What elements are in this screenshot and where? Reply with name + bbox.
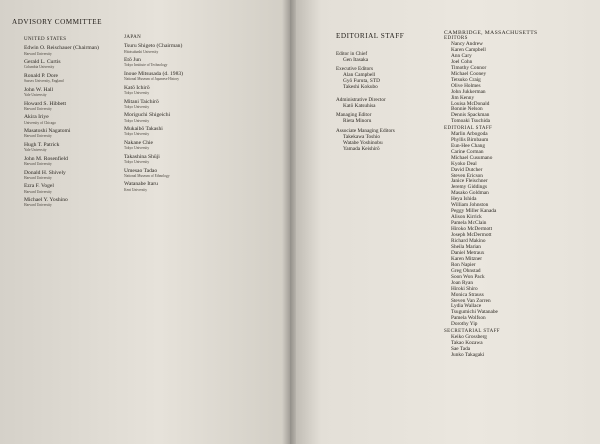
- staff-name: Nancy Andrew: [451, 41, 483, 47]
- member-name: John W. Hall: [24, 86, 54, 93]
- staff-name: Hiroki Shiro: [451, 285, 478, 292]
- cambridge-heading: CAMBRIDGE, MASSACHUSETTS: [444, 29, 538, 36]
- committee-member: [124, 99, 274, 109]
- name-list: [444, 42, 594, 125]
- member-affiliation: Tokyo University: [124, 159, 150, 164]
- staff-name: Louisa McDonald: [451, 100, 490, 107]
- committee-member: [24, 197, 119, 207]
- member-name: Mukaibō Takashi: [124, 126, 163, 133]
- staff-name: Phyllis Birnbaum: [451, 136, 489, 143]
- staff-name: Karen Mitzner: [451, 255, 483, 262]
- member-name: Etō Jun: [124, 57, 141, 64]
- japan-heading: JAPAN: [124, 35, 142, 40]
- member-affiliation: Harvard University: [24, 106, 52, 111]
- member-affiliation: Harvard University: [24, 203, 52, 208]
- staff-name: Richard Makino: [451, 238, 486, 244]
- committee-member: [24, 87, 119, 97]
- member-name: Donald H. Shively: [24, 169, 66, 176]
- staff-name: Tomoaki Tsuchida: [451, 118, 491, 125]
- staff-name: Michael Cooney: [451, 70, 487, 77]
- member-name: Ronald P. Dore: [24, 72, 59, 79]
- staff-name: Junko Takagaki: [451, 351, 485, 358]
- editorial-role-group: [336, 66, 456, 90]
- member-affiliation: Harvard University: [24, 175, 52, 180]
- member-name: Takashina Shūji: [124, 153, 160, 160]
- committee-member: [124, 57, 274, 67]
- member-affiliation: Harvard University: [24, 51, 52, 56]
- member-affiliation: Harvard University: [24, 189, 52, 194]
- member-affiliation: Harvard University: [24, 134, 52, 139]
- member-name: Gerald L. Curtis: [24, 59, 61, 66]
- staff-name: Katō Katsuhisa: [343, 103, 376, 110]
- role-title: Managing Editor: [336, 112, 372, 119]
- staff-name: Ann Cary: [451, 52, 472, 59]
- member-name: Akira Iriye: [24, 114, 49, 121]
- staff-name: John Jukkerman: [451, 88, 486, 95]
- member-affiliation: Hitotsubashi University: [124, 49, 159, 54]
- staff-name: Jim Kenny: [451, 94, 475, 101]
- member-affiliation: Tokyo University: [124, 118, 150, 123]
- staff-name: Yamada Keishirō: [343, 145, 380, 152]
- staff-name: Marlin Arbogoda: [451, 130, 488, 137]
- staff-name: Pamela Wolfson: [451, 315, 486, 322]
- staff-name: Daniel Metraux: [451, 249, 485, 256]
- committee-member: [24, 114, 119, 124]
- staff-name: Sae Tada: [451, 345, 471, 352]
- member-name: Inoue Mitsusada (d. 1983): [124, 70, 184, 77]
- member-name: Nakane Chie: [124, 139, 154, 146]
- member-name: John M. Rosenfield: [24, 155, 68, 162]
- staff-name: Janice Fleischner: [451, 178, 488, 185]
- staff-name: Ron Napier: [451, 261, 476, 268]
- name-list: [444, 132, 594, 328]
- staff-name: Joel Cohn: [451, 58, 473, 65]
- staff-name: Michael Cusumano: [451, 154, 493, 161]
- member-affiliation: Yale University: [24, 148, 47, 153]
- member-affiliation: Columbia University: [24, 65, 55, 70]
- staff-name: Lydia Wallace: [451, 303, 482, 310]
- staff-name: Heya Ishida: [451, 196, 477, 203]
- staff-name: Takekawa Toshio: [343, 133, 380, 140]
- staff-name: David Dutcher: [451, 166, 483, 173]
- staff-name: Gen Itasaka: [343, 57, 369, 63]
- member-affiliation: Tokyo University: [124, 104, 150, 109]
- staff-name: Takeshi Kokubo: [343, 84, 378, 91]
- member-name: Moriguchi Shigeichi: [124, 112, 171, 119]
- editorial-role-group: [336, 97, 456, 109]
- editorial-role-group: [336, 128, 456, 152]
- committee-member: [24, 183, 119, 193]
- committee-member: [124, 85, 274, 95]
- member-affiliation: Tokyo Institute of Technology: [124, 63, 168, 68]
- member-affiliation: Tokyo University: [124, 132, 150, 137]
- staff-name: Joan Ryan: [451, 279, 474, 286]
- member-affiliation: National Museum of Japanese History: [124, 77, 180, 82]
- member-name: Masatoshi Nagatomi: [24, 128, 71, 135]
- book-gutter-shadow: [282, 0, 296, 444]
- editorial-staff-heading: EDITORIAL STAFF: [336, 32, 405, 40]
- staff-name: Gyō Furuta, STD: [343, 78, 380, 85]
- staff-name: Peggy Miller Kanada: [451, 208, 497, 215]
- staff-name: Kyoko Deal: [451, 160, 477, 167]
- member-name: Hugh T. Patrick: [24, 141, 60, 148]
- editorial-staff-subheading: EDITORIAL STAFF: [444, 125, 493, 131]
- staff-name: Olive Holmes: [451, 82, 481, 89]
- member-affiliation: University of Chicago: [24, 120, 56, 125]
- staff-name: Carine Corman: [451, 148, 484, 155]
- staff-name: Jeremy Giddings: [451, 184, 488, 191]
- committee-member: [124, 112, 274, 122]
- japan-members-column: [124, 35, 274, 192]
- member-name: Edwin O. Reischauer (Chairman): [24, 45, 99, 52]
- staff-name: Karen Campbell: [451, 46, 486, 53]
- staff-name: Greg Ohnstad: [451, 267, 481, 274]
- member-affiliation: Harvard University: [24, 161, 52, 166]
- member-affiliation: Tokyo University: [124, 146, 150, 151]
- staff-name: Alan Campbell: [343, 72, 376, 79]
- staff-name: Sheila Marian: [451, 243, 481, 250]
- role-title: Executive Editors: [336, 66, 374, 73]
- staff-name: Tsugumichi Watanabe: [451, 309, 498, 316]
- staff-name: Bonnie Nelson: [451, 106, 483, 113]
- editorial-role-group: [336, 51, 456, 63]
- staff-name: Eun-Hee Chang: [451, 142, 485, 149]
- committee-member: [124, 168, 274, 178]
- staff-name: Alison Kirrick: [451, 214, 482, 221]
- role-title: Associate Managing Editors: [336, 127, 395, 134]
- member-name: Tsuru Shigeto (Chairman): [124, 43, 183, 50]
- staff-name: Hiroko McDermott: [451, 226, 493, 233]
- committee-member: [24, 101, 119, 111]
- editorial-staff-column: [336, 32, 456, 152]
- right-page: [290, 0, 600, 444]
- committee-member: [24, 73, 119, 83]
- committee-member: [24, 45, 119, 55]
- member-affiliation: National Museum of Ethnology: [124, 173, 170, 178]
- committee-member: [124, 43, 274, 53]
- member-name: Howard S. Hibbett: [24, 100, 67, 107]
- member-name: Katō Ichirō: [124, 84, 150, 91]
- member-affiliation: Kent University: [124, 187, 148, 192]
- member-affiliation: Yale University: [24, 92, 47, 97]
- staff-name: Soon Won Pack: [451, 273, 485, 280]
- committee-member: [24, 170, 119, 180]
- staff-name: Steven Van Zorren: [451, 297, 491, 304]
- staff-name: Monica Strauss: [451, 291, 484, 298]
- staff-name: Keiko Grossberg: [451, 333, 487, 340]
- cambridge-column: [444, 29, 594, 359]
- member-affiliation: Sussex University, England: [24, 79, 64, 84]
- committee-member: [24, 59, 119, 69]
- advisory-committee-heading: ADVISORY COMMITTEE: [12, 18, 102, 26]
- committee-member: [24, 156, 119, 166]
- left-page: [0, 0, 290, 444]
- member-name: Mitani Taichirō: [124, 98, 159, 105]
- advisory-committee-section: [12, 18, 102, 26]
- staff-name: Timothy Connor: [451, 64, 487, 71]
- staff-name: Steven Ericson: [451, 172, 483, 179]
- editors-heading: EDITORS: [444, 36, 468, 41]
- role-title: Editor in Chief: [336, 51, 368, 57]
- role-title: Administrative Director: [336, 97, 386, 104]
- committee-member: [124, 140, 274, 150]
- us-heading: UNITED STATES: [24, 37, 67, 42]
- staff-name: William Johnston: [451, 202, 489, 209]
- staff-name: Dennis Spackman: [451, 112, 490, 119]
- staff-name: Tetsuko Craig: [451, 76, 481, 83]
- staff-name: Rieta Minoru: [343, 118, 372, 125]
- committee-member: [124, 154, 274, 164]
- member-name: Watanabe Itaru: [124, 181, 158, 188]
- member-name: Umesao Tadao: [124, 167, 158, 174]
- committee-member: [24, 128, 119, 138]
- committee-member: [124, 181, 274, 191]
- staff-name: Dorothy Yip: [451, 321, 478, 328]
- committee-member: [124, 126, 274, 136]
- staff-name: Watabe Yoshinobu: [343, 139, 383, 146]
- member-name: Ezra F. Vogel: [24, 183, 54, 190]
- secretarial-staff-subheading: SECRETARIAL STAFF: [444, 328, 500, 334]
- staff-name: Pamela McClain: [451, 220, 487, 227]
- name-list: [444, 335, 594, 359]
- staff-name: Masako Goldman: [451, 190, 489, 197]
- editorial-role-group: [336, 112, 456, 124]
- committee-member: [24, 142, 119, 152]
- member-affiliation: Tokyo University: [124, 90, 150, 95]
- committee-member: [124, 71, 274, 81]
- us-members-column: [24, 37, 119, 208]
- staff-name: Takao Kozawa: [451, 339, 483, 346]
- member-name: Michael Y. Yoshino: [24, 197, 68, 204]
- staff-name: Joseph McDermott: [451, 232, 492, 239]
